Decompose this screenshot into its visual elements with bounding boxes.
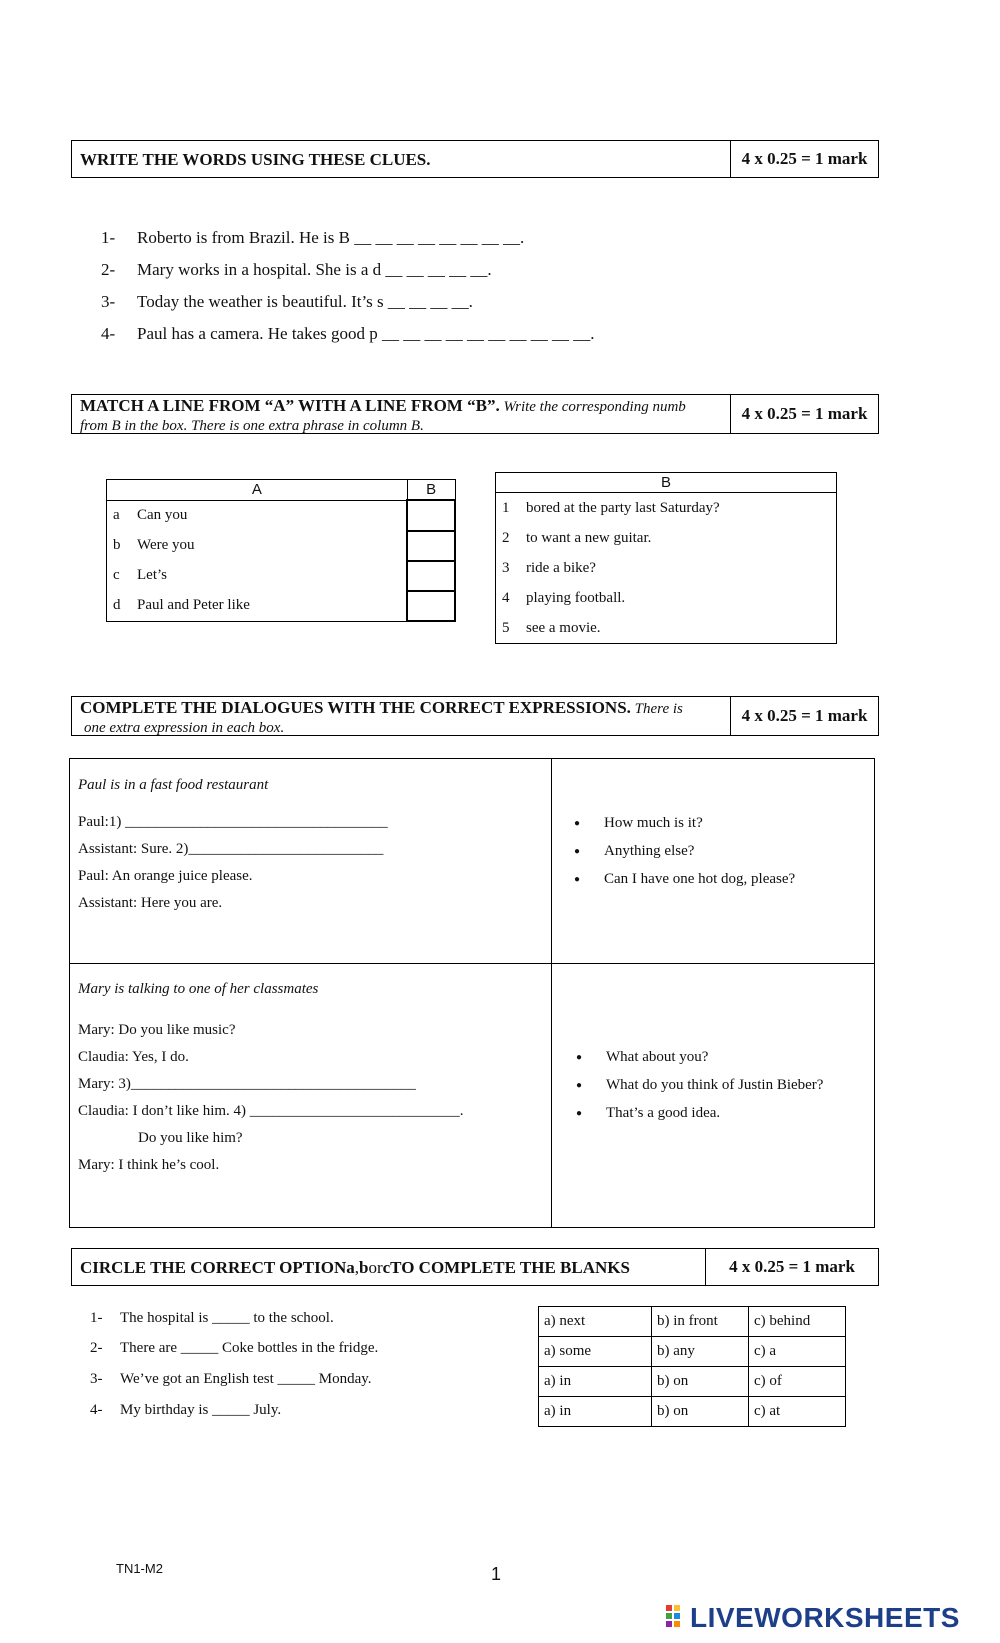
dialogue-line: Mary: I think he’s cool. <box>78 1157 220 1173</box>
option-cell[interactable]: b) any <box>652 1337 749 1367</box>
option-item: ● Anything else? <box>570 843 870 860</box>
section2-header <box>71 394 879 434</box>
blank-item-4: 4- My birthday is _____ July. <box>90 1402 282 1418</box>
options-row <box>539 1307 846 1337</box>
option-cell[interactable]: c) of <box>749 1367 846 1397</box>
liveworksheets-logo[interactable] <box>666 1602 960 1634</box>
dialogue-line: Claudia: I don’t like him. 4) ____________________________. <box>78 1103 464 1119</box>
col-b-row: 4 playing football. <box>502 589 626 606</box>
answer-box-b[interactable] <box>407 531 455 561</box>
section3-title: COMPLETE THE DIALOGUES WITH THE CORRECT EXPRESSIONS. There is one extra expression in each box. <box>80 699 683 735</box>
section2-title: MATCH A LINE FROM “A” WITH A LINE FROM “B”. Write the corresponding numb from B in the box. There is one extra phrase in column B. <box>80 397 686 433</box>
grid-vline <box>551 759 552 1227</box>
dialogue-line: Assistant: Sure. 2)__________________________ <box>78 841 384 857</box>
option-cell[interactable]: c) behind <box>749 1307 846 1337</box>
dialogue-line: Paul: An orange juice please. <box>78 868 253 884</box>
col-b-row: 3 ride a bike? <box>502 559 596 576</box>
dialogue-line: Do you like him? <box>138 1130 243 1146</box>
dialogue-line: Assistant: Here you are. <box>78 895 223 911</box>
blank-item-1: 1- The hospital is _____ to the school. <box>90 1310 334 1326</box>
dialogue-line: Mary: 3)______________________________________ <box>78 1076 416 1092</box>
options-row <box>539 1397 846 1427</box>
option-cell[interactable]: b) in front <box>652 1307 749 1337</box>
options-row <box>539 1337 846 1367</box>
option-item: ● What do you think of Justin Bieber? <box>572 1077 872 1094</box>
option-cell[interactable]: a) in <box>539 1367 652 1397</box>
clue-2: 2- Mary works in a hospital. She is a d __ __ __ __ __. <box>101 260 492 279</box>
section2-mark: 4 x 0.25 = 1 mark <box>730 395 878 433</box>
col-a-row: a Can you <box>107 500 408 531</box>
option-item: ● How much is it? <box>570 815 870 832</box>
section3-mark: 4 x 0.25 = 1 mark <box>730 697 878 735</box>
section1-header <box>71 140 879 178</box>
dialogue-line: Claudia: Yes, I do. <box>78 1049 189 1065</box>
dialogue-grid <box>69 758 875 1228</box>
option-cell[interactable]: a) next <box>539 1307 652 1337</box>
section4-mark: 4 x 0.25 = 1 mark <box>705 1249 878 1285</box>
answer-box-c[interactable] <box>407 561 455 591</box>
col-b-row: 5 see a movie. <box>502 619 601 636</box>
dialogue1-options <box>570 815 870 899</box>
match-table-b <box>495 472 837 644</box>
section3-header <box>71 696 879 736</box>
section1-title: WRITE THE WORDS USING THESE CLUES. <box>80 149 431 169</box>
liveworksheets-wordmark: LIVEWORKSHEETS <box>690 1602 960 1633</box>
option-cell[interactable]: a) some <box>539 1337 652 1367</box>
match-table-a <box>106 479 456 622</box>
option-cell[interactable]: c) a <box>749 1337 846 1367</box>
dialogue-line: Paul:1) ___________________________________ <box>78 814 388 830</box>
dialogue2-options <box>572 1049 872 1133</box>
dialogue2-context: Mary is talking to one of her classmates <box>78 981 319 997</box>
option-cell[interactable]: a) in <box>539 1397 652 1427</box>
col-b-header: B <box>496 473 837 493</box>
liveworksheets-logo-icon <box>666 1605 688 1631</box>
col-a-header: A <box>107 480 408 501</box>
clue-1: 1- Roberto is from Brazil. He is B __ __ __ __ __ __ __ __. <box>101 228 525 247</box>
clue-4: 4- Paul has a camera. He takes good p __ __ __ __ __ __ __ __ __ __. <box>101 324 595 343</box>
options-table <box>538 1306 846 1427</box>
option-item: ● What about you? <box>572 1049 872 1066</box>
section4-header <box>71 1248 879 1286</box>
answer-box-a[interactable] <box>407 500 455 531</box>
col-b-row: 1 bored at the party last Saturday? <box>502 499 720 516</box>
option-item: ● That’s a good idea. <box>572 1105 872 1122</box>
col-a-row: c Let’s <box>107 561 408 591</box>
option-cell[interactable]: c) at <box>749 1397 846 1427</box>
grid-hline <box>70 963 874 964</box>
section4-title: CIRCLE THE CORRECT OPTION a , b or c TO COMPLETE THE BLANKS <box>80 1257 630 1277</box>
answer-box-d[interactable] <box>407 591 455 622</box>
col-b-header-small: B <box>407 480 455 501</box>
section1-mark: 4 x 0.25 = 1 mark <box>730 141 878 177</box>
option-cell[interactable]: b) on <box>652 1367 749 1397</box>
blank-item-2: 2- There are _____ Coke bottles in the fridge. <box>90 1340 379 1356</box>
dialogue1-text <box>78 777 543 912</box>
dialogue-line: Mary: Do you like music? <box>78 1022 236 1038</box>
options-row <box>539 1367 846 1397</box>
page-number: 1 <box>491 1564 502 1584</box>
blank-item-3: 3- We’ve got an English test _____ Monday. <box>90 1371 372 1387</box>
footer-code: TN1-M2 <box>116 1561 163 1576</box>
dialogue2-text <box>78 981 543 1174</box>
clue-3: 3- Today the weather is beautiful. It’s s __ __ __ __. <box>101 292 473 311</box>
col-b-row: 2 to want a new guitar. <box>502 529 652 546</box>
dialogue1-context: Paul is in a fast food restaurant <box>78 777 269 793</box>
col-a-row: d Paul and Peter like <box>107 591 408 622</box>
option-item: ● Can I have one hot dog, please? <box>570 871 870 888</box>
option-cell[interactable]: b) on <box>652 1397 749 1427</box>
col-a-row: b Were you <box>107 531 408 561</box>
